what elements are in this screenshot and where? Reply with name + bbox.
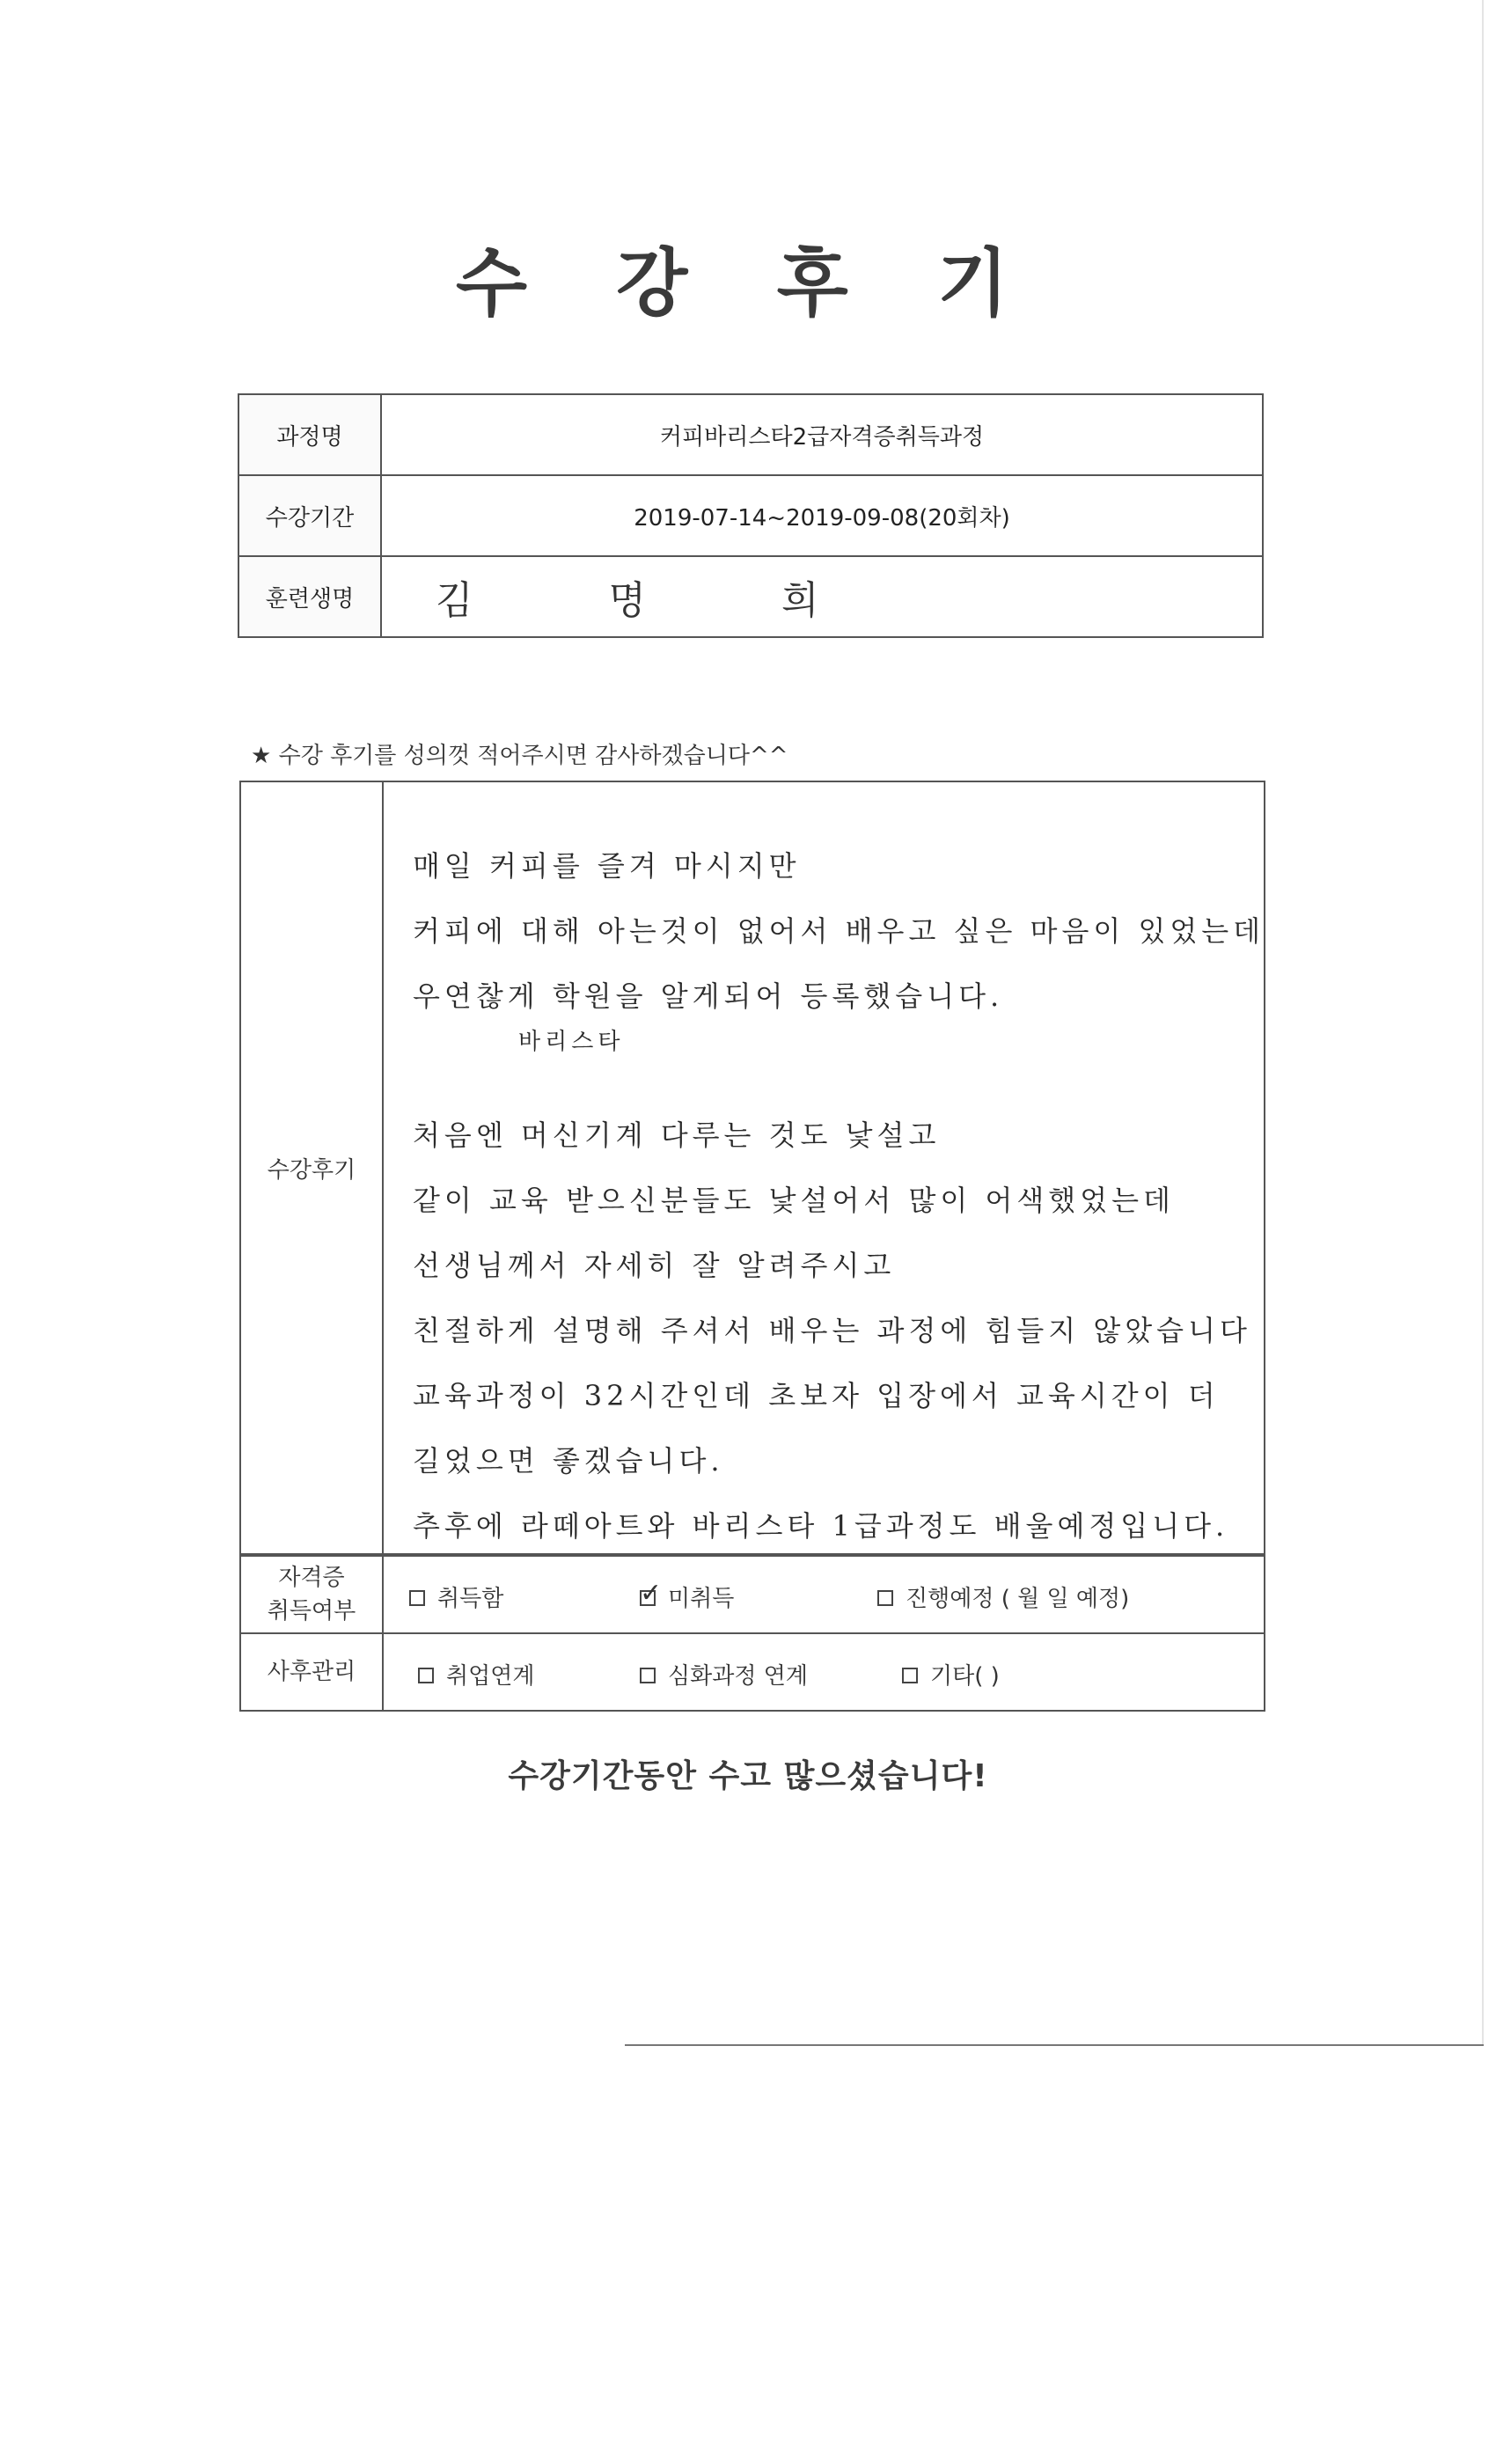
period-row xyxy=(238,475,1263,556)
review-line: 선생님께서 자세히 잘 알려주시고 xyxy=(413,1249,896,1282)
review-line: 추후에 라떼아트와 바리스타 1급과정도 배울예정입니다. xyxy=(413,1509,1229,1543)
checked-checkbox-icon[interactable] xyxy=(640,1590,656,1606)
followup-option-employment[interactable] xyxy=(418,1658,534,1690)
cert-option-label: 미취득 xyxy=(668,1586,735,1612)
followup-option-advanced[interactable] xyxy=(640,1658,808,1690)
course-info-table xyxy=(238,393,1264,638)
followup-option-label: 취업연계 xyxy=(446,1663,535,1690)
cert-option-label: 취득함 xyxy=(437,1586,504,1612)
page-title: 수 강 후 기 xyxy=(455,240,1041,326)
period-label: 수강기간 xyxy=(238,475,381,556)
review-handwriting xyxy=(413,833,1265,1558)
period-value: 2019-07-14~2019-09-08(20회차) xyxy=(381,475,1263,556)
trainee-row xyxy=(238,556,1263,637)
review-line: 우연찮게 학원을 알게되어 등록했습니다. xyxy=(413,979,1004,1013)
review-line: 같이 교육 받으신분들도 낯설어서 많이 어색했었는데 xyxy=(413,1184,1175,1217)
followup-option-other[interactable] xyxy=(902,1658,1000,1690)
trainee-name: 김 명 희 xyxy=(436,578,881,623)
review-line: 처음엔 머신기계 다루는 것도 낯설고 xyxy=(413,1118,941,1152)
certificate-label-line2: 취득여부 xyxy=(267,1598,356,1624)
certificate-label xyxy=(240,1556,383,1633)
review-insertion: 바리스타 xyxy=(518,1029,625,1055)
review-line: 친절하게 설명해 주셔서 배우는 과정에 힘들지 않았습니다 xyxy=(413,1314,1251,1347)
checkbox-icon[interactable] xyxy=(640,1668,656,1683)
course-label: 과정명 xyxy=(238,394,381,475)
followup-label: 사후관리 xyxy=(240,1633,383,1711)
certificate-label-line1: 자격증 xyxy=(278,1565,345,1591)
trainee-label: 훈련생명 xyxy=(238,556,381,637)
checkbox-icon[interactable] xyxy=(902,1668,918,1683)
review-line: 매일 커피를 즐겨 마시지만 xyxy=(413,849,801,883)
checkbox-icon[interactable] xyxy=(877,1590,893,1606)
cert-option-label: 진행예정 ( 월 일 예정) xyxy=(906,1586,1130,1612)
notice-text: ★ 수강 후기를 성의껏 적어주시면 감사하겠습니다^^ xyxy=(251,743,788,769)
checkbox-icon[interactable] xyxy=(409,1590,425,1606)
status-table xyxy=(239,1555,1265,1712)
review-line: 커피에 대해 아는것이 없어서 배우고 싶은 마음이 있었는데 xyxy=(413,914,1265,948)
sheet-edge-line xyxy=(625,2044,1484,2046)
followup-option-label: 심화과정 연계 xyxy=(668,1663,808,1690)
review-line: 교육과정이 32시간인데 초보자 입장에서 교육시간이 더 xyxy=(413,1379,1220,1412)
checkbox-icon[interactable] xyxy=(418,1668,434,1683)
followup-row xyxy=(240,1633,1265,1711)
certificate-row xyxy=(240,1556,1265,1633)
course-value: 커피바리스타2급자격증취득과정 xyxy=(381,394,1263,475)
review-box xyxy=(239,781,1265,1555)
cert-option-not-acquired[interactable] xyxy=(640,1580,734,1613)
followup-option-label: 기타( ) xyxy=(930,1663,1000,1690)
course-row xyxy=(238,394,1263,475)
closing-message: 수강기간동안 수고 많으셨습니다! xyxy=(508,1758,988,1794)
review-line: 길었으면 좋겠습니다. xyxy=(413,1444,724,1478)
cert-option-planned[interactable] xyxy=(877,1580,1129,1613)
cert-option-acquired[interactable] xyxy=(409,1580,503,1613)
review-label: 수강후기 xyxy=(241,782,384,1553)
